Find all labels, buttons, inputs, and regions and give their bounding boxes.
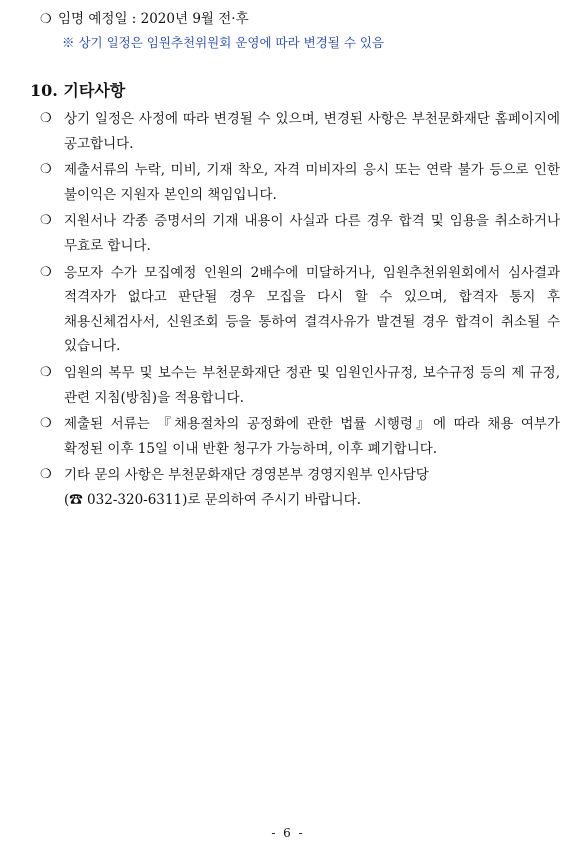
notice-text: 제출된 서류는 『채용절차의 공정화에 관한 법률 시행령』에 따라 채용 여부가 확정된 이후 15일 이내 반환 청구가 가능하며, 이후 폐기합니다. — [64, 416, 560, 457]
notice-item-recruitment-repeat — [40, 261, 560, 359]
notice-item-false-statement — [40, 209, 560, 258]
notice-text: 지원서나 각종 증명서의 기재 내용이 사실과 다른 경우 합격 및 임용을 취소하거나 무효로 합니다. — [64, 213, 560, 254]
appointment-schedule-text: 임명 예정일 : 2020년 9월 전·후 — [58, 11, 249, 27]
schedule-note: ※ 상기 일정은 임원추천위원회 운영에 따라 변경될 수 있음 — [62, 35, 385, 50]
bullet-circle-icon: ❍ — [40, 12, 52, 27]
notice-text: 기타 문의 사항은 부천문화재단 경영본부 경영지원부 인사담당 — [64, 467, 429, 484]
contact-phone-text: (☎ 032-320-6311)로 문의하여 주시기 바랍니다. — [64, 491, 361, 508]
page-number: - 6 - — [271, 826, 305, 840]
appointment-schedule-line — [40, 9, 249, 30]
notice-text: 응모자 수가 모집예정 인원의 2배수에 미달하거나, 임원추천위원회에서 심사결과 적격자가 없다고 판단될 경우 모집을 다시 할 수 있으며, 합격자 통지 후 채용신체검사서, 신원조회 등을 통하여 결격사유가 발견될 경우 합격이 취소될 수 있습니다. — [64, 264, 560, 355]
bullet-circle-icon: ❍ — [40, 264, 52, 280]
notice-item-document-return — [40, 412, 560, 461]
notice-item-service-pay-rules — [40, 361, 560, 410]
notice-text: 임원의 복무 및 보수는 부천문화재단 정관 및 임원인사규정, 보수규정 등의 제 규정, 관련 지침(방침)을 적용합니다. — [64, 364, 560, 406]
bullet-circle-icon: ❍ — [40, 162, 52, 178]
notice-item-schedule-change — [40, 107, 560, 156]
notice-text: 제출서류의 누락, 미비, 기재 착오, 자격 미비자의 응시 또는 연락 불가 등으로 인한 불이익은 지원자 본인의 책임입니다. — [64, 162, 560, 203]
notice-list — [40, 107, 560, 515]
section-title: 10. 기타사항 — [30, 81, 126, 100]
bullet-circle-icon: ❍ — [40, 467, 52, 483]
bullet-circle-icon: ❍ — [40, 111, 52, 126]
notice-text: 상기 일정은 사정에 따라 변경될 수 있으며, 변경된 사항은 부천문화재단 홈페이지에 공고합니다. — [64, 111, 560, 152]
notice-item-applicant-responsibility — [40, 158, 560, 207]
notice-item-contact — [40, 463, 560, 512]
bullet-circle-icon: ❍ — [40, 416, 52, 432]
bullet-circle-icon: ❍ — [40, 213, 52, 229]
bullet-circle-icon: ❍ — [40, 364, 52, 380]
